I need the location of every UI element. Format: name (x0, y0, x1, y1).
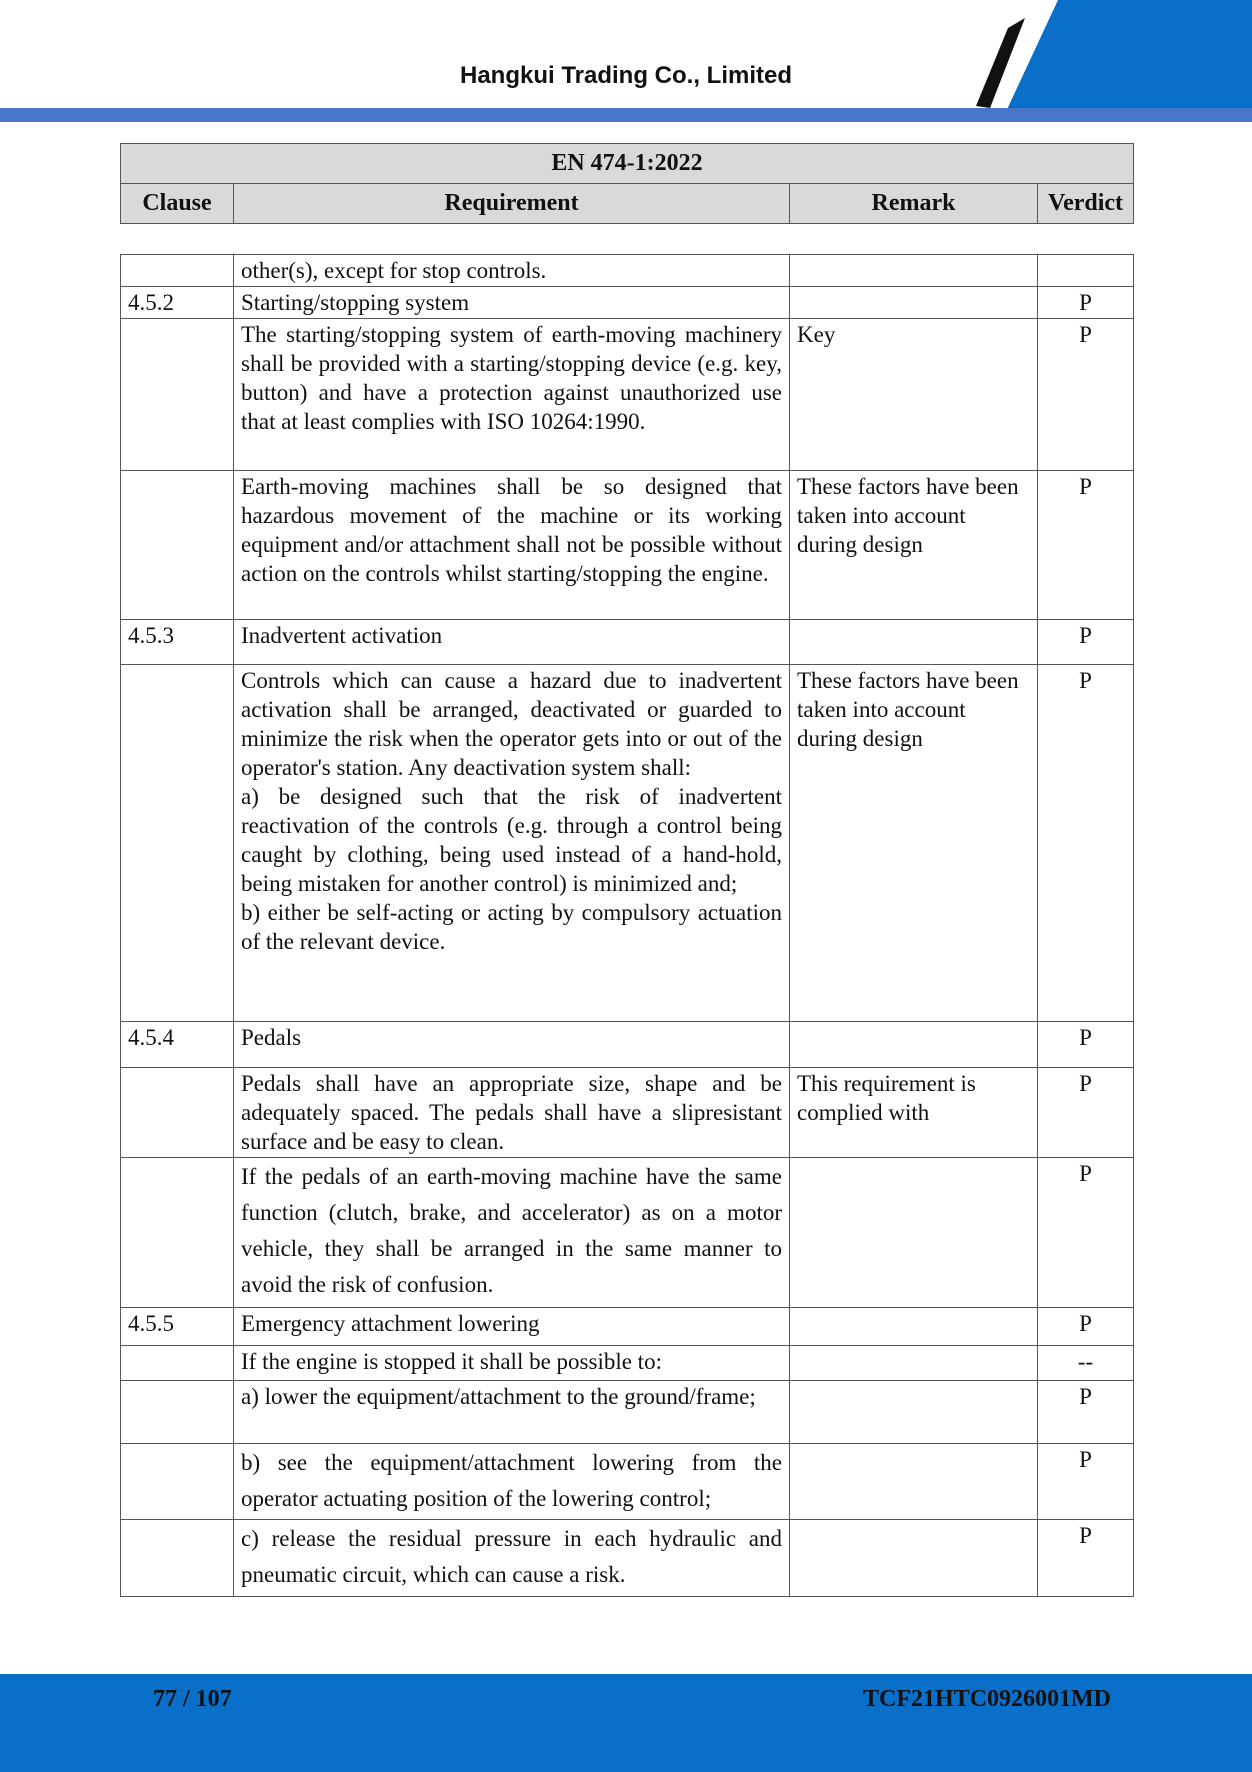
requirement-cell: Emergency attachment lowering (234, 1308, 790, 1346)
table-row (121, 1068, 1134, 1158)
clause-cell (121, 1158, 234, 1308)
verdict-cell: P (1038, 1308, 1134, 1346)
verdict-cell: P (1038, 287, 1134, 319)
table-row (121, 1022, 1134, 1068)
requirement-cell: Pedals shall have an appropriate size, shape and be adequately spaced. The pedals shall have a slipresistant surface and be easy to clean. (234, 1068, 790, 1158)
requirement-cell: Earth-moving machines shall be so designed that hazardous movement of the machine or its working equipment and/or attachment shall not be possible without action on the controls whilst starting/stopping the engine. (234, 471, 790, 620)
requirement-cell: c) release the residual pressure in each hydraulic and pneumatic circuit, which can cause a risk. (234, 1520, 790, 1597)
page-number: 77 / 107 (153, 1686, 232, 1712)
remark-cell (790, 1022, 1038, 1068)
remark-cell (790, 1158, 1038, 1308)
requirement-cell: If the engine is stopped it shall be possible to: (234, 1346, 790, 1381)
corner-blue-block (1003, 0, 1252, 118)
requirement-cell: If the pedals of an earth-moving machine have the same function (clutch, brake, and accelerator) as on a motor vehicle, they shall be arranged in the same manner to avoid the risk of confusion. (234, 1158, 790, 1308)
remark-cell (790, 1444, 1038, 1520)
remark-cell: This requirement is complied with (790, 1068, 1038, 1158)
requirement-cell: other(s), except for stop controls. (234, 255, 790, 287)
verdict-cell: P (1038, 1520, 1134, 1597)
table-row (121, 1444, 1134, 1520)
requirement-cell (234, 665, 790, 1022)
document-id: TCF21HTC0926001MD (863, 1686, 1111, 1712)
table-row (121, 1520, 1134, 1597)
verdict-cell: P (1038, 1158, 1134, 1308)
clause-cell (121, 1068, 234, 1158)
clause-cell: 4.5.3 (121, 620, 234, 665)
verdict-cell: P (1038, 471, 1134, 620)
col-header-verdict: Verdict (1038, 184, 1134, 224)
verdict-cell: P (1038, 1022, 1134, 1068)
remark-cell (790, 1308, 1038, 1346)
table-row (121, 287, 1134, 319)
clause-cell: 4.5.5 (121, 1308, 234, 1346)
col-header-remark: Remark (790, 184, 1038, 224)
verdict-cell: P (1038, 665, 1134, 1022)
clause-cell: 4.5.2 (121, 287, 234, 319)
clause-cell (121, 665, 234, 1022)
table-row (121, 319, 1134, 471)
clause-cell (121, 319, 234, 471)
requirement-cell: Inadvertent activation (234, 620, 790, 665)
table-row (121, 1381, 1134, 1444)
remark-cell (790, 255, 1038, 287)
header-band (0, 108, 1252, 122)
remark-cell (790, 1381, 1038, 1444)
table-row (121, 471, 1134, 620)
verdict-cell: P (1038, 1444, 1134, 1520)
clause-cell (121, 1381, 234, 1444)
requirement-cell: Starting/stopping system (234, 287, 790, 319)
company-name: Hangkui Trading Co., Limited (459, 62, 792, 89)
remark-cell: Key (790, 319, 1038, 471)
clause-cell (121, 1520, 234, 1597)
remark-cell (790, 620, 1038, 665)
table-row (121, 1346, 1134, 1381)
table-row (121, 255, 1134, 287)
clause-cell: 4.5.4 (121, 1022, 234, 1068)
table-row (121, 1308, 1134, 1346)
clause-cell (121, 255, 234, 287)
table-row (121, 665, 1134, 1022)
verdict-cell: P (1038, 1381, 1134, 1444)
remark-cell: These factors have been taken into account during design (790, 471, 1038, 620)
verdict-cell: P (1038, 319, 1134, 471)
standard-title: EN 474-1:2022 (121, 144, 1134, 184)
clause-cell (121, 471, 234, 620)
header-corner-decoration (960, 0, 1252, 118)
col-header-clause: Clause (121, 184, 234, 224)
remark-cell: These factors have been taken into account during design (790, 665, 1038, 1022)
verdict-cell: P (1038, 620, 1134, 665)
clause-cell (121, 1346, 234, 1381)
table-header (120, 143, 1134, 224)
remark-cell (790, 1346, 1038, 1381)
remark-cell (790, 1520, 1038, 1597)
requirement-item-b: b) either be self-acting or acting by compulsory actuation of the relevant device. (241, 900, 782, 954)
clause-cell (121, 1444, 234, 1520)
verdict-cell: -- (1038, 1346, 1134, 1381)
remark-cell (790, 287, 1038, 319)
requirements-table (120, 254, 1134, 1597)
verdict-cell (1038, 255, 1134, 287)
col-header-requirement: Requirement (234, 184, 790, 224)
requirement-cell: The starting/stopping system of earth-moving machinery shall be provided with a starting/stopping device (e.g. key, button) and have a protection against unauthorized use that at least complies with ISO 10264:1990. (234, 319, 790, 471)
verdict-cell: P (1038, 1068, 1134, 1158)
table-row (121, 620, 1134, 665)
requirement-cell: Pedals (234, 1022, 790, 1068)
requirement-paragraph: Controls which can cause a hazard due to inadvertent activation shall be arranged, deactivated or guarded to minimize the risk when the operator gets into or out of the operator's station. Any deactivation system shall: (241, 668, 782, 780)
requirement-item-a: a) be designed such that the risk of inadvertent reactivation of the controls (e.g. through a control being caught by clothing, being used instead of a hand-hold, being mistaken for another control) is minimized and; (241, 784, 782, 896)
table-row (121, 1158, 1134, 1308)
requirement-cell: b) see the equipment/attachment lowering from the operator actuating position of the lowering control; (234, 1444, 790, 1520)
requirement-cell: a) lower the equipment/attachment to the ground/frame; (234, 1381, 790, 1444)
